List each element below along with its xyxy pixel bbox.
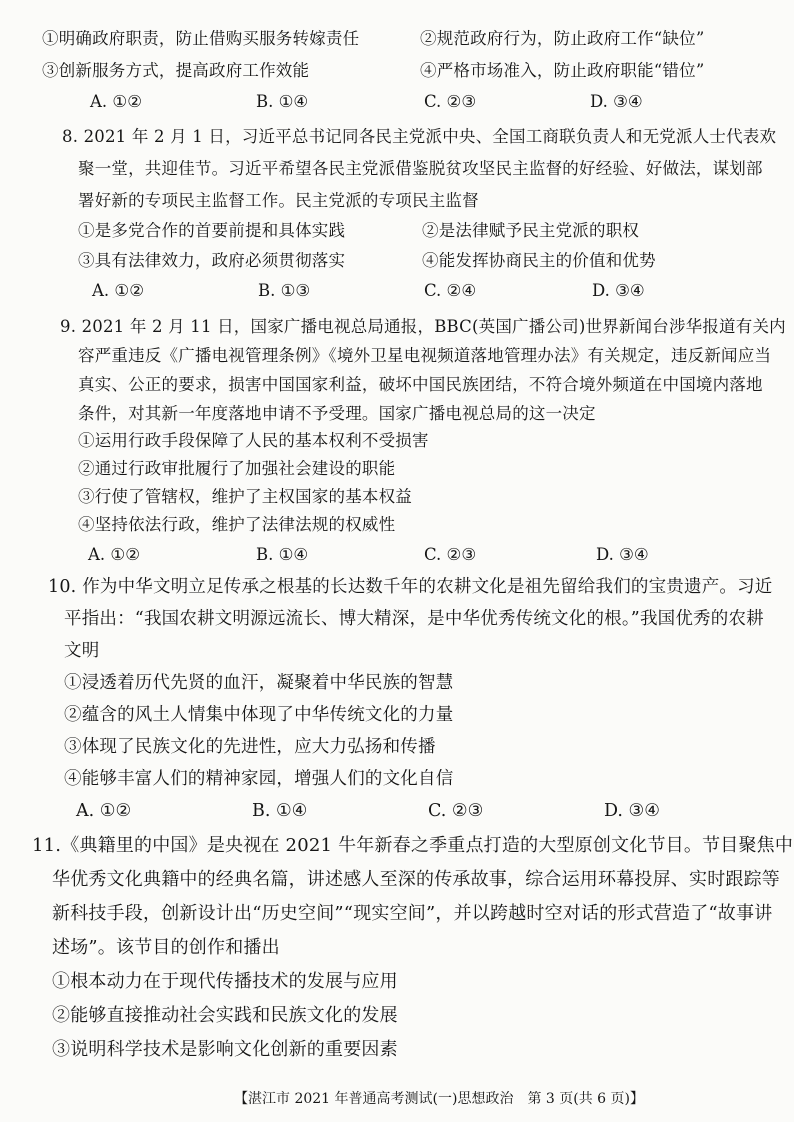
q11-stem-line-1: 11.《典籍里的中国》是央视在 2021 牛年新春之季重点打造的大型原创文化节目。节目聚焦中 <box>32 835 794 856</box>
q10-option-b[interactable]: B. ①④ <box>252 801 308 821</box>
q8-option-d[interactable]: D. ③④ <box>592 281 645 300</box>
q11-stem-line-2: 华优秀文化典籍中的经典名篇，讲述感人至深的传承故事，综合运用环幕投屏、实时跟踪等 <box>52 869 780 890</box>
q8-statement-1: ①是多党合作的首要前提和具体实践 <box>78 221 346 240</box>
q9-statement-3: ③行使了管辖权，维护了主权国家的基本权益 <box>78 487 412 506</box>
q7-option-a[interactable]: A. ①② <box>90 92 142 111</box>
q9-statement-2: ②通过行政审批履行了加强社会建设的职能 <box>78 459 396 478</box>
q11-statement-3: ③说明科学技术是影响文化创新的重要因素 <box>52 1039 398 1060</box>
q7-option-c[interactable]: C. ②③ <box>424 92 477 111</box>
q11-statement-2: ②能够直接推动社会实践和民族文化的发展 <box>52 1005 398 1026</box>
q8-option-c[interactable]: C. ②④ <box>424 281 477 300</box>
q7-statement-2: ②规范政府行为，防止政府工作“缺位” <box>420 29 705 48</box>
q8-option-a[interactable]: A. ①② <box>92 281 144 300</box>
q9-stem-line-3: 真实、公正的要求，损害中国国家利益，破坏中国民族团结，不符合境外频道在中国境内落地 <box>78 375 763 394</box>
q10-statement-2: ②蕴含的风土人情集中体现了中华传统文化的力量 <box>64 705 454 725</box>
q8-statement-2: ②是法律赋予民主党派的职权 <box>422 221 640 240</box>
page-footer: 【湛江市 2021 年普通高考测试(一)思想政治 第 3 页(共 6 页)】 <box>234 1091 644 1107</box>
q10-statement-1: ①浸透着历代先贤的血汗，凝聚着中华民族的智慧 <box>64 673 454 693</box>
q10-stem-line-1: 10. 作为中华文明立足传承之根基的长达数千年的农耕文化是祖先留给我们的宝贵遗产。习近 <box>48 577 773 597</box>
q8-stem-line-2: 聚一堂，共迎佳节。习近平希望各民主党派借鉴脱贫攻坚民主监督的好经验、好做法，谋划部 <box>78 159 763 178</box>
q11-statement-1: ①根本动力在于现代传播技术的发展与应用 <box>52 971 398 992</box>
q9-option-d[interactable]: D. ③④ <box>596 545 649 564</box>
q8-option-b[interactable]: B. ①③ <box>258 281 311 300</box>
q10-option-a[interactable]: A. ①② <box>76 801 132 821</box>
q7-statement-4: ④严格市场准入，防止政府职能“错位” <box>420 61 705 80</box>
q8-statement-3: ③具有法律效力，政府必须贯彻落实 <box>78 251 346 270</box>
q9-stem-line-4: 条件，对其新一年度落地申请不予受理。国家广播电视总局的这一决定 <box>78 404 596 423</box>
q11-stem-line-4: 述场”。该节目的创作和播出 <box>52 937 280 958</box>
q7-option-b[interactable]: B. ①④ <box>256 92 309 111</box>
q10-statement-4: ④能够丰富人们的精神家园，增强人们的文化自信 <box>64 769 454 789</box>
q10-stem-line-2: 平指出：“我国农耕文明源远流长、博大精深，是中华优秀传统文化的根。”我国优秀的农耕 <box>64 609 764 629</box>
q9-stem-line-2: 容严重违反《广播电视管理条例》《境外卫星电视频道落地管理办法》有关规定，违反新闻应当 <box>78 346 772 365</box>
q8-stem-line-3: 署好新的专项民主监督工作。民主党派的专项民主监督 <box>78 191 479 210</box>
q9-option-b[interactable]: B. ①④ <box>256 545 309 564</box>
q9-stem-line-1: 9. 2021 年 2 月 11 日，国家广播电视总局通报，BBC(英国广播公司)世界新闻台涉华报道有关内 <box>60 317 786 336</box>
q7-option-d[interactable]: D. ③④ <box>590 92 643 111</box>
q11-stem-line-3: 新科技手段，创新设计出“历史空间”“现实空间”，并以跨越时空对话的形式营造了“故事讲 <box>52 903 773 924</box>
q8-stem-line-1: 8. 2021 年 2 月 1 日，习近平总书记同各民主党派中央、全国工商联负责人和无党派人士代表欢 <box>62 127 777 146</box>
q8-statement-4: ④能发挥协商民主的价值和优势 <box>422 251 656 270</box>
q7-statement-1: ①明确政府职责，防止借购买服务转嫁责任 <box>42 29 360 48</box>
q9-option-a[interactable]: A. ①② <box>88 545 140 564</box>
q9-statement-4: ④坚持依法行政，维护了法律法规的权威性 <box>78 515 396 534</box>
q7-statement-3: ③创新服务方式，提高政府工作效能 <box>42 61 310 80</box>
q10-stem-line-3: 文明 <box>64 641 100 661</box>
q9-statement-1: ①运用行政手段保障了人民的基本权利不受损害 <box>78 431 429 450</box>
q9-option-c[interactable]: C. ②③ <box>424 545 477 564</box>
q10-statement-3: ③体现了民族文化的先进性，应大力弘扬和传播 <box>64 737 436 757</box>
q10-option-d[interactable]: D. ③④ <box>604 801 660 821</box>
q10-option-c[interactable]: C. ②③ <box>428 801 484 821</box>
